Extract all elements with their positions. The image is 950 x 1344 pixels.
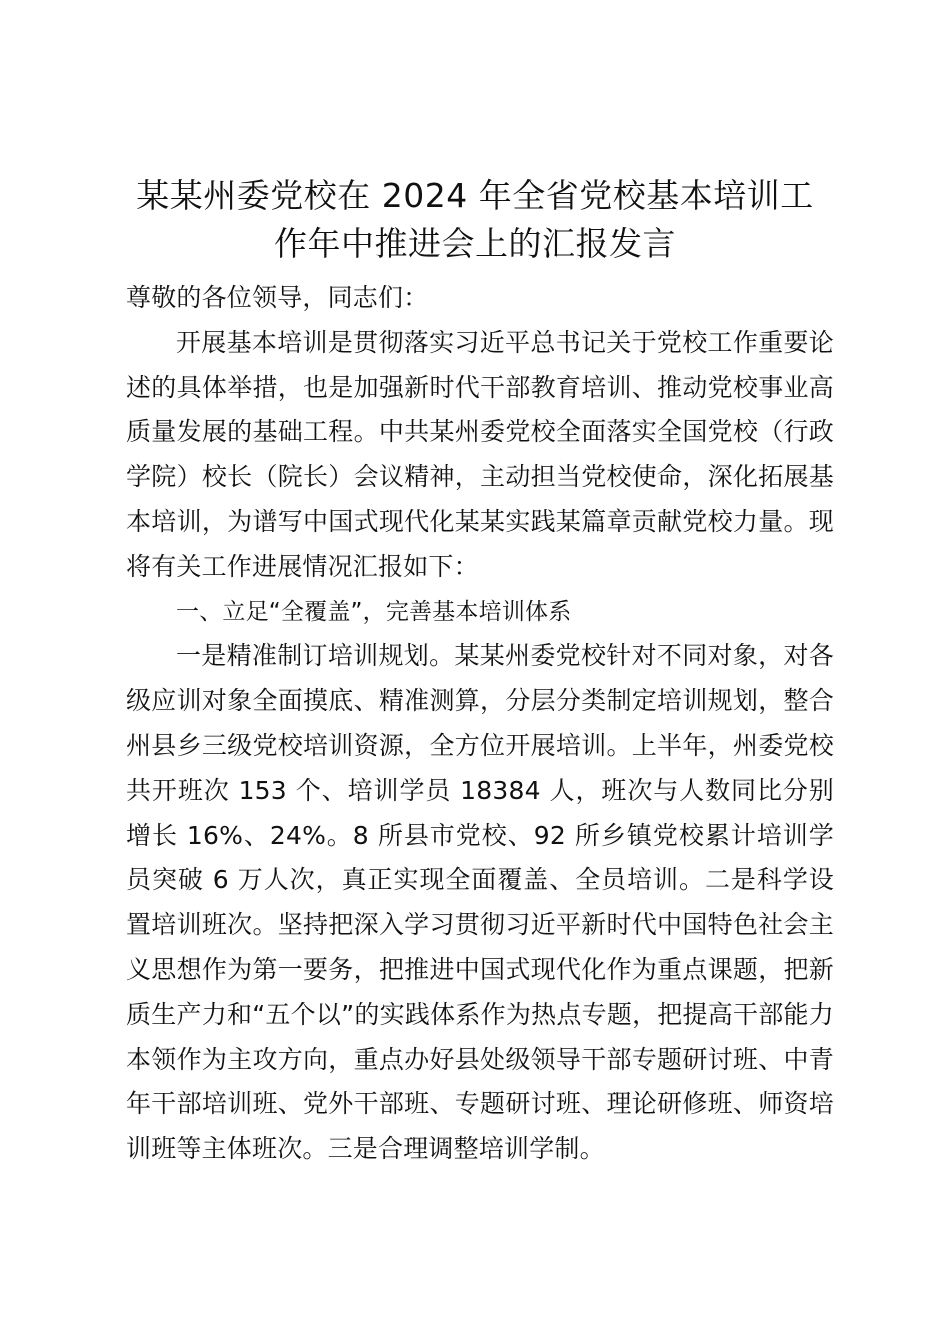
- title-line-2: 作年中推进会上的汇报发言: [274, 224, 676, 263]
- section-heading: 一、立足“全覆盖”，完善基本培训体系: [176, 598, 572, 625]
- section-paragraph: 一是精准制订培训规划。某某州委党校针对不同对象，对各级应训对象全面摸底、精准测算，分层分类制定培训规划，整合州县乡三级党校培训资源，全方位开展培训。上半年，州委党校共开班次 153 个、培训学员 18384 人，班次与人数同比分别增长 16%、24%。8 所县市党校、92 所乡镇党校累计培训学员突破 6 万人次，真正实现全面覆盖、全员培训。二是科学设置培训班次。坚持把深入学习贯彻习近平新时代中国特色社会主义思想作为第一要务，把推进中国式现代化作为重点课题，把新质生产力和“五个以”的实践体系作为热点专题，把提高干部能力本领作为主攻方向，重点办好县处级领导干部专题研讨班、中青年干部培训班、党外干部班、专题研讨班、理论研修班、师资培训班等主体班次。三是合理调整培训学制。: [126, 641, 834, 1164]
- intro-paragraph: 开展基本培训是贯彻落实习近平总书记关于党校工作重要论述的具体举措，也是加强新时代干部教育培训、推动党校事业高质量发展的基础工程。中共某州委党校全面落实全国党校（行政学院）校长（院长）会议精神，主动担当党校使命，深化拓展基本培训，为谱写中国式现代化某某实践某篇章贡献党校力量。现将有关工作进展情况汇报如下：: [126, 327, 834, 581]
- document-body: [126, 276, 834, 1172]
- greeting: 尊敬的各位领导，同志们：: [126, 283, 429, 312]
- title-line-1: 某某州委党校在 2024 年全省党校基本培训工: [136, 176, 814, 215]
- document-title: [110, 172, 840, 268]
